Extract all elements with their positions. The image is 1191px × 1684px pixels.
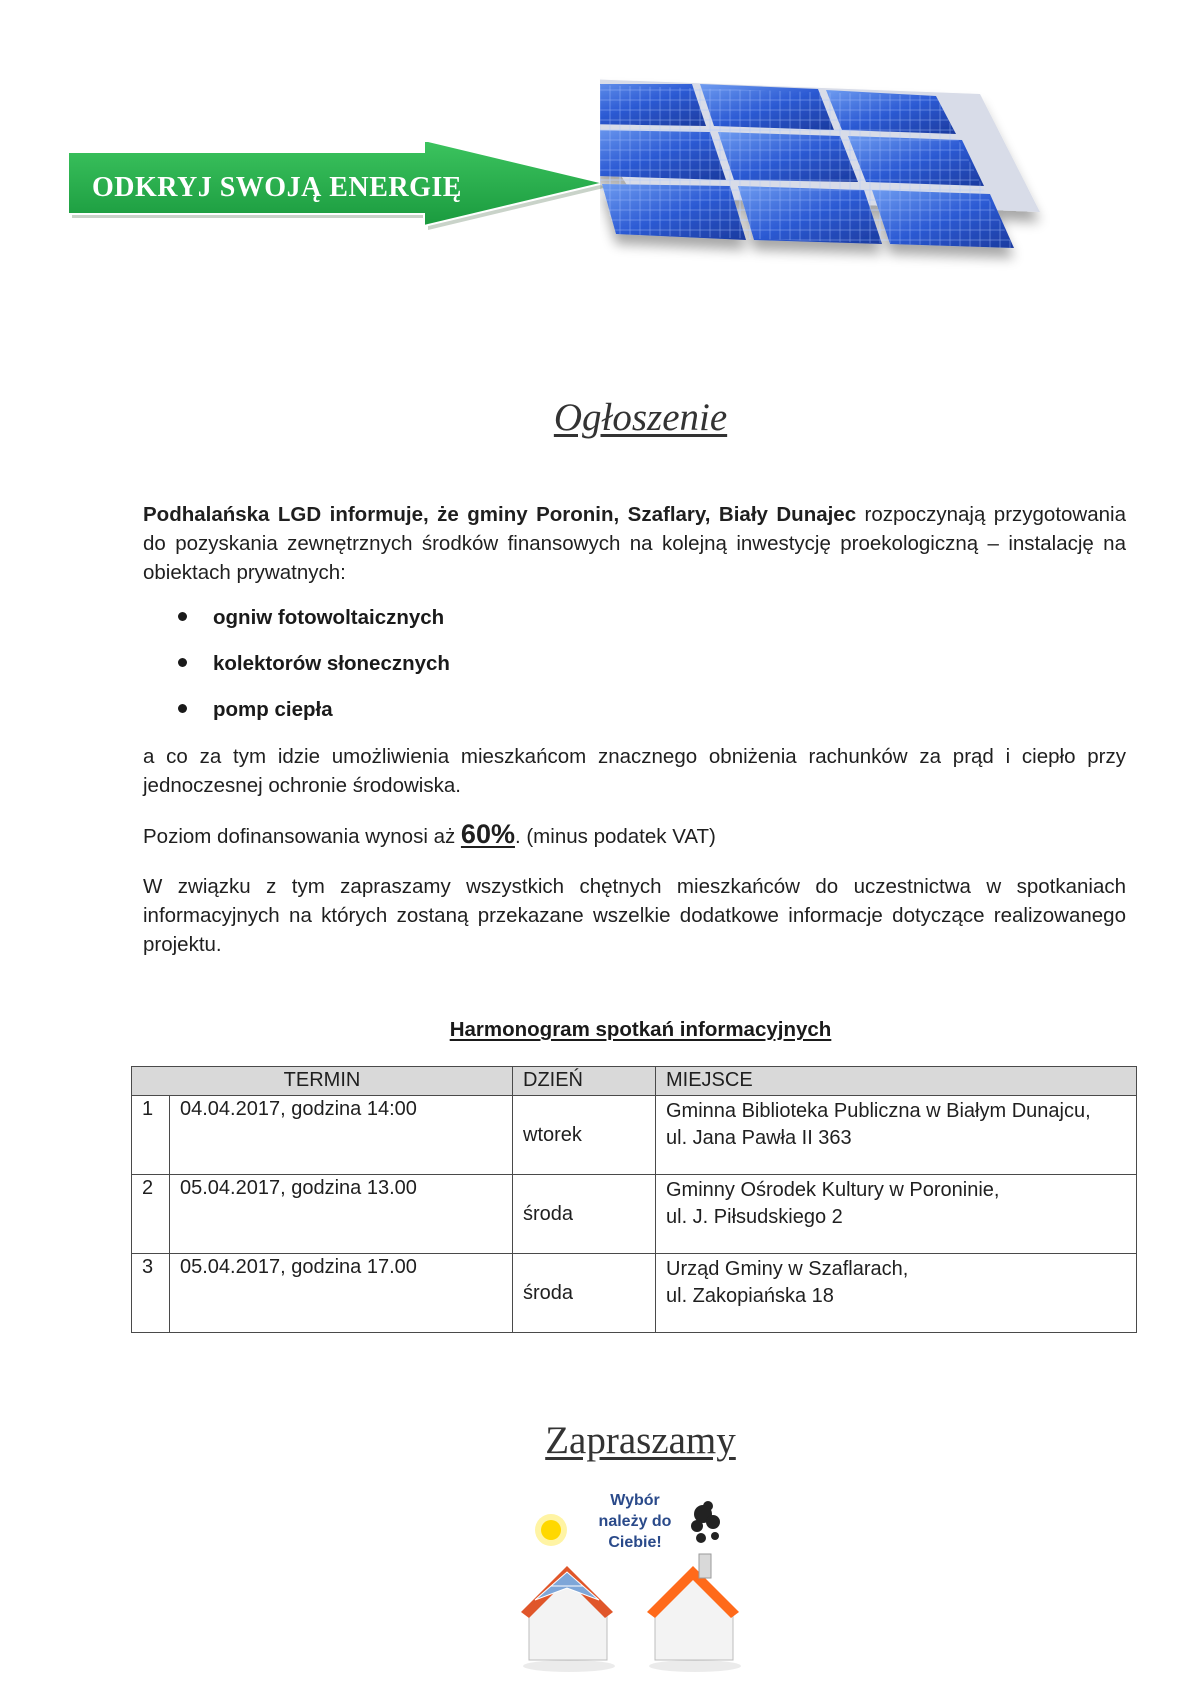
closing-heading: Zapraszamy (545, 1419, 736, 1462)
bullet-icon (178, 612, 187, 621)
intro-paragraph (143, 500, 1126, 587)
schedule-title: Harmonogram spotkań informacyjnych (449, 1018, 832, 1041)
col-header-dzien: DZIEŃ (513, 1067, 656, 1096)
funding-line: Poziom dofinansowania wynosi aż 60%. (minus podatek VAT) (143, 819, 716, 849)
row-day: wtorek (523, 1124, 582, 1146)
schedule-table (131, 1066, 1137, 1333)
row-termin: 04.04.2017, godzina 14:00 (180, 1098, 417, 1120)
benefit-paragraph: a co za tym idzie umożliwienia mieszkańcom znacznego obniżenia rachunków za prąd i ciepło przy jednoczesnej ochronie środowiska. (143, 745, 1126, 797)
row-termin: 05.04.2017, godzina 17.00 (180, 1256, 417, 1278)
intro-lead: Podhalańska LGD informuje, że gminy Poronin, Szaflary, Biały Dunajec (143, 503, 857, 526)
row-number: 2 (142, 1177, 154, 1199)
list-item: pomp ciepła (178, 698, 333, 722)
row-number: 3 (142, 1256, 154, 1278)
row-number: 1 (142, 1098, 154, 1120)
bullet-icon (178, 658, 187, 667)
row-day: środa (523, 1203, 574, 1225)
table-row (132, 1175, 1137, 1254)
table-row (132, 1096, 1137, 1175)
list-item: ogniw fotowoltaicznych (178, 606, 444, 630)
bullet-icon (178, 704, 187, 713)
table-row (132, 1254, 1137, 1333)
row-day: środa (523, 1282, 574, 1304)
choice-caption: Wybór należy do Ciebie! (598, 1492, 672, 1551)
funding-percent: 60% (460, 819, 515, 849)
banner-text: ODKRYJ SWOJĄ ENERGIĘ (92, 172, 462, 203)
row-place: Urząd Gminy w Szaflarach, ul. Zakopiańska 18 (666, 1258, 909, 1307)
row-termin: 05.04.2017, godzina 13.00 (180, 1177, 417, 1199)
list-item: kolektorów słonecznych (178, 652, 450, 676)
intro-rest: rozpoczynają przygotowania do pozyskania zewnętrznych środków finansowych na kolejną inwestycję proekologiczną – instalację na obiektach prywatnych: (143, 503, 1126, 584)
col-header-miejsce: MIEJSCE (656, 1067, 1137, 1096)
row-place: Gminna Biblioteka Publiczna w Białym Dunajcu, ul. Jana Pawła II 363 (666, 1100, 1091, 1149)
col-header-termin: TERMIN (132, 1067, 513, 1096)
page-title: Ogłoszenie (553, 396, 728, 439)
row-place: Gminny Ośrodek Kultury w Poroninie, ul. J. Piłsudskiego 2 (666, 1179, 1000, 1228)
table-header-row (132, 1067, 1137, 1096)
solar-panel-image (600, 70, 1140, 320)
invitation-paragraph: W związku z tym zapraszamy wszystkich chętnych mieszkańców do uczestnictwa w spotkaniach informacyjnych na których zostaną przekazane wszelkie dodatkowe informacje dotyczące realizowanego projektu. (143, 875, 1126, 956)
